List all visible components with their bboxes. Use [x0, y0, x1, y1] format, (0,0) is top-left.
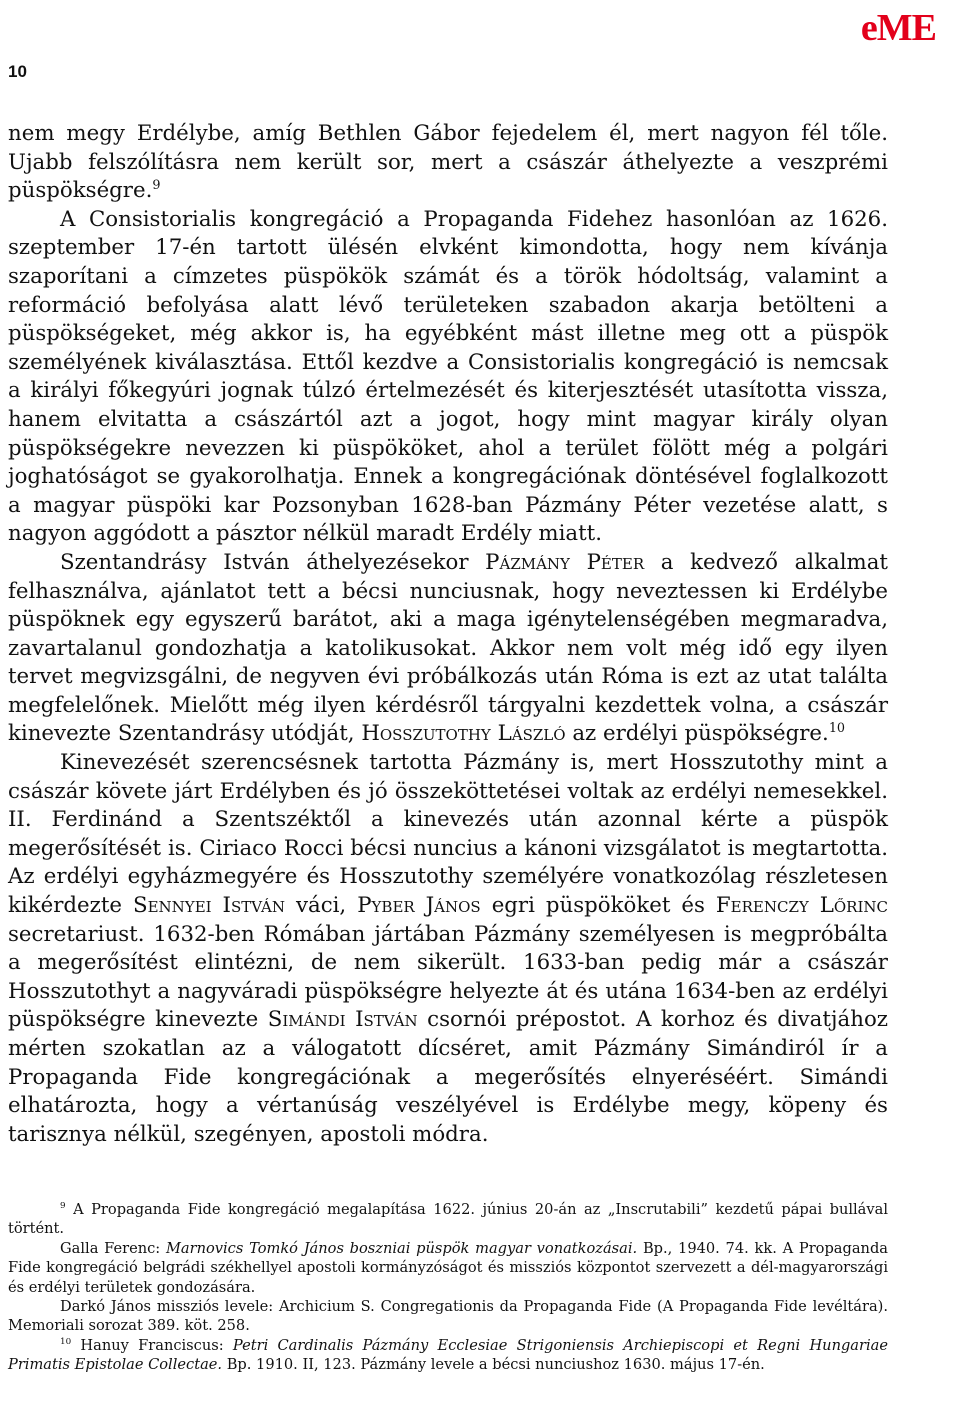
footnote-10 — [8, 1336, 888, 1375]
footnote-ref-10: 10 — [828, 721, 846, 737]
footnotes — [8, 1200, 888, 1375]
footnote-10-mark: 10 — [60, 1336, 72, 1347]
p3-text-c: az erdélyi püspökségre. — [572, 721, 829, 747]
p4-text-b: váci, — [295, 893, 347, 919]
footnote-10-title: Petri Cardinalis Pázmány Ecclesiae Strigoniensis Archiepiscopi et Regni Hungariae Primatis Epistolae Collectae. — [8, 1336, 888, 1374]
main-text — [8, 120, 888, 1149]
page-number: 10 — [8, 62, 27, 81]
person-name-sennyei: Sennyei István — [133, 893, 285, 919]
paragraph-4 — [8, 749, 888, 1149]
p3-text-b: a kedvező alkalmat felhasználva, ajánlatot tett a bécsi nunciusnak, hogy neveztessen ki Erdélybe püspöknek egy egyszerű barátot, aki a maga igénytelenségében megmaradva, zavartalanul gondozhatja a katolikusokat. Akkor nem volt még idő egy ilyen tervet megvizsgálni, de negyven évi próbálkozás után Róma is ezt az utat találta megfelelőnek. Mielőtt még ilyen kérdésről tárgyalni kezdettek volna, a császár kinevezte Szentandrásy utódját, — [8, 549, 888, 747]
footnote-9-citation — [8, 1239, 888, 1297]
p4-text-a: Kinevezését szerencsésnek tartotta Pázmány is, mert Hosszutothy mint a császár követe járt Erdélyben és jó összeköttetései voltak az erdélyi nemesekkel. II. Ferdinánd a Szentszéktől a kinevezés után azonnal kérte a püspök megerősítését is. Ciriaco Rocci bécsi nuncius a kánoni vizsgálatot is megtartotta. Az erdélyi egyházmegyére és Hosszutothy személyére vonatkozólag részletesen kikérdezte — [8, 750, 888, 919]
footnote-9-mark: 9 — [60, 1201, 66, 1212]
person-name-simandi: Simándi István — [267, 1007, 418, 1033]
p4-text-d: secretariust. 1632-ben Rómában jártában Pázmány személyesen is megpróbálta a megerősítést elintézni, de nem sikerült. 1633-ban pedig már a császár Hosszutothyt a nagyváradi püspökségre helyezte át és utána 1634-ben az erdélyi püspökségre kinevezte — [8, 921, 888, 1033]
person-name-ferenczy: Ferenczy Lőrinc — [715, 893, 888, 919]
p4-text-c: egri püspököket és — [491, 893, 705, 919]
paragraph-3 — [8, 549, 888, 749]
footnote-9 — [8, 1200, 888, 1239]
p4-text-e: csornói prépostot. A korhoz és divatjához mérten szokatlan az a válogatott dícséret, amit Pázmány Simándiról ír a Propaganda Fide kongregációnak a megerősítés elnyeréséért. Simándi elhatározta, hogy a vértanúság veszélyével is Erdélybe megy, köpeny és tarisznya nélkül, szegényen, apostoli módra. — [8, 1007, 888, 1147]
footnote-ref-9: 9 — [152, 178, 161, 194]
footnote-9-author: Galla Ferenc: — [60, 1239, 161, 1257]
footnote-9-text: A Propaganda Fide kongregáció megalapítása 1622. június 20-án az „Inscrutabili” kezdetű pápai bullával történt. — [8, 1201, 888, 1238]
publisher-logo: eME — [860, 7, 936, 49]
person-name-pazmany: Pázmány Péter — [485, 549, 645, 575]
paragraph-1-text: nem megy Erdélybe, amíg Bethlen Gábor fejedelem él, mert nagyon fél tőle. Ujabb felszólításra nem került sor, mert a császár áthelyezte a veszprémi püspökségre. — [8, 121, 888, 204]
person-name-hosszutothy: Hosszutothy László — [361, 721, 566, 747]
footnote-10-author: Hanuy Franciscus: — [80, 1336, 224, 1354]
footnote-9-rest: Bp., 1940. 74. kk. A Propaganda Fide kongregáció belgrádi székhellyel apostoli kormányzóságot és missziós központot szervezett a dél-magyarországi és erdélyi területek gondozására. — [8, 1239, 888, 1296]
footnote-10-rest: Bp. 1910. II, 123. Pázmány levele a bécsi nunciushoz 1630. május 17-én. — [226, 1356, 765, 1374]
person-name-pyber: Pyber János — [357, 893, 481, 919]
footnote-9-title: Marnovics Tomkó János boszniai püspök magyar vonatkozásai. — [165, 1239, 638, 1257]
footnote-9-source: Darkó János missziós levele: Archicium S. Congregationis da Propaganda Fide (A Propaganda Fide levéltára). Memoriali sorozat 389. köt. 258. — [8, 1298, 888, 1335]
paragraph-2: A Consistorialis kongregáció a Propaganda Fidehez hasonlóan az 1626. szeptember 17-én tartott ülésén elvként kimondotta, hogy nem kívánja szaporítani a címzetes püspökök számát és a török hódoltság, valamint a reformáció befolyása alatt lévő területeken szabadon akarja betölteni a püspökségeket, még akkor is, ha egyébként mást illetne meg ott a püspök személyének kiválasztása. Ettől kezdve a Consistorialis kongregáció is nemcsak a királyi főkegyúri jognak túlzó értelmezését és kiterjesztését utasította vissza, hanem elvitatta a császártól azt a jogot, hogy mint magyar király olyan püspökségekre nevezzen ki püspököket, ahol a terület fölött még a polgári joghatóságot se gyakorolhatja. Ennek a kongregációnak döntésével foglalkozott a magyar püspöki kar Pozsonyban 1628-ban Pázmány Péter vezetése alatt, s nagyon aggódott a pásztor nélkül maradt Erdély miatt. — [8, 206, 888, 547]
p3-text-a: Szentandrásy István áthelyezésekor — [60, 549, 469, 575]
paragraph-1 — [8, 120, 888, 206]
